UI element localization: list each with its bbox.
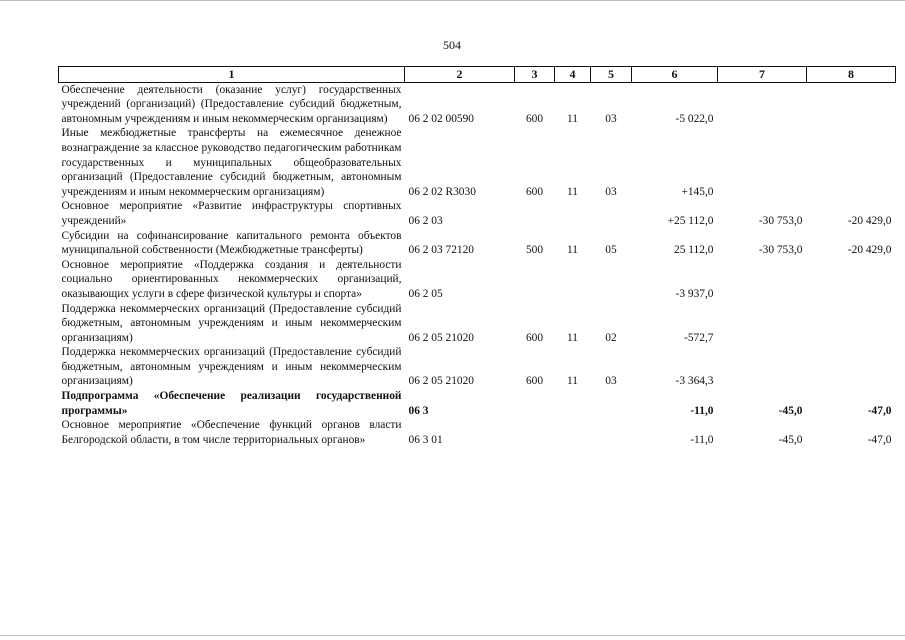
row-col6-cell: -5 022,0 [675, 112, 714, 125]
row-col3-cell: 600 [525, 185, 544, 198]
header-col-5: 5 [591, 67, 632, 83]
row-col6-cell: -572,7 [684, 331, 714, 344]
table-body [59, 82, 896, 447]
row-col6-cell: -11,0 [690, 404, 714, 417]
row-col6-cell: -11,0 [690, 433, 714, 446]
row-col3-cell: 600 [525, 112, 544, 125]
table-row [59, 82, 896, 126]
row-col7-cell: -30 753,0 [758, 214, 803, 227]
row-col5-cell: 02 [605, 331, 617, 344]
table-row [59, 389, 896, 418]
row-col8-cell: -20 429,0 [847, 244, 892, 257]
row-col8-cell: -47,0 [867, 433, 892, 446]
row-col5-cell: 05 [605, 244, 617, 257]
table-row [59, 302, 896, 346]
row-col8-cell [807, 302, 896, 346]
header-col-4: 4 [555, 67, 591, 83]
page-bottom-edge [0, 635, 905, 636]
row-col8-cell: -20 429,0 [847, 214, 892, 227]
row-col4-cell: 11 [567, 112, 578, 125]
row-col4-cell: 11 [567, 185, 578, 198]
row-col4-cell [555, 418, 591, 447]
table-row [59, 258, 896, 302]
row-name-cell: Основное мероприятие «Поддержка создания и деятельности социально ориентированных некоммерческих организаций, оказывающих услуги в сфере физической культуры и спорта» [61, 258, 402, 300]
row-col8-cell [807, 258, 896, 302]
table-header-row [59, 67, 896, 83]
row-col7-cell: -45,0 [778, 404, 803, 417]
header-col-2: 2 [405, 67, 515, 83]
budget-table [58, 66, 896, 447]
row-name-cell: Основное мероприятие «Обеспечение функций органов власти Белгородской области, в том числе территориальных органов» [61, 419, 402, 446]
row-name-cell: Поддержка некоммерческих организаций (Предоставление субсидий бюджетным, автономным учреждениям и иным некоммерческим организациям) [61, 346, 402, 388]
header-col-8: 8 [807, 67, 896, 83]
table-row [59, 199, 896, 228]
row-code-cell: 06 2 03 72120 [408, 244, 474, 257]
table-row [59, 229, 896, 258]
row-name-cell: Обеспечение деятельности (оказание услуг) государственных учреждений (организаций) (Предоставление субсидий бюджетным, автономным учреждениям и иным некоммерческим организациям) [61, 83, 402, 125]
row-col3-cell: 600 [525, 375, 544, 388]
row-col7-cell: -30 753,0 [758, 244, 803, 257]
table-row [59, 345, 896, 389]
row-col8-cell [807, 82, 896, 126]
row-col4-cell: 11 [567, 331, 578, 344]
page-number: 504 [443, 38, 461, 52]
row-code-cell: 06 2 03 [408, 214, 443, 227]
row-col5-cell: 03 [605, 185, 617, 198]
table-row [59, 126, 896, 199]
row-code-cell: 06 2 02 R3030 [408, 185, 476, 198]
row-col7-cell: -45,0 [778, 433, 803, 446]
row-col3-cell [515, 258, 555, 302]
row-code-cell: 06 3 01 [408, 433, 443, 446]
row-col3-cell [515, 418, 555, 447]
row-col6-cell: -3 364,3 [675, 375, 714, 388]
row-col6-cell: -3 937,0 [675, 287, 714, 300]
row-code-cell: 06 2 05 21020 [408, 331, 474, 344]
row-col7-cell [718, 82, 807, 126]
row-col4-cell: 11 [567, 244, 578, 257]
row-col4-cell [555, 389, 591, 418]
row-col5-cell [591, 418, 632, 447]
row-name-cell: Субсидии на софинансирование капитального ремонта объектов муниципальной собственности (Межбюджетные трансферты) [61, 229, 402, 257]
row-code-cell: 06 2 05 [408, 287, 443, 300]
row-col7-cell [718, 126, 807, 199]
row-col3-cell: 500 [525, 244, 544, 257]
row-col3-cell: 600 [525, 331, 544, 344]
row-col6-cell: 25 112,0 [674, 244, 714, 257]
row-col8-cell: -47,0 [867, 404, 892, 417]
header-col-7: 7 [718, 67, 807, 83]
row-name-cell: Подпрограмма «Обеспечение реализации государственной программы» [61, 390, 402, 417]
row-col5-cell [591, 389, 632, 418]
table-row [59, 418, 896, 447]
header-col-6: 6 [632, 67, 718, 83]
header-col-1: 1 [59, 67, 405, 83]
row-col7-cell [718, 302, 807, 346]
row-name-cell: Основное мероприятие «Развитие инфраструктуры спортивных учреждений» [61, 200, 402, 227]
row-code-cell: 06 2 02 00590 [408, 112, 474, 125]
page-top-edge [0, 0, 905, 1]
row-col3-cell [515, 389, 555, 418]
row-code-cell: 06 2 05 21020 [408, 375, 474, 388]
row-name-cell: Поддержка некоммерческих организаций (Предоставление субсидий бюджетным, автономным учреждениям и иным некоммерческим организациям) [61, 302, 402, 344]
row-col4-cell [555, 199, 591, 228]
row-col8-cell [807, 126, 896, 199]
row-col5-cell [591, 258, 632, 302]
row-col6-cell: +25 112,0 [667, 214, 714, 227]
row-col7-cell [718, 258, 807, 302]
row-col5-cell: 03 [605, 112, 617, 125]
row-col4-cell [555, 258, 591, 302]
row-col4-cell: 11 [567, 375, 578, 388]
row-col8-cell [807, 345, 896, 389]
row-col3-cell [515, 199, 555, 228]
row-code-cell: 06 3 [408, 404, 429, 417]
row-col6-cell: +145,0 [681, 185, 714, 198]
header-col-3: 3 [515, 67, 555, 83]
row-col7-cell [718, 345, 807, 389]
row-col5-cell [591, 199, 632, 228]
row-name-cell: Иные межбюджетные трансферты на ежемесячное денежное вознаграждение за классное руководство педагогическим работникам государственных и муниципальных общеобразовательных организаций (Предоставление субсидий бюджетным, автономным учреждениям и иным некоммерческим организациям) [61, 127, 402, 198]
row-col5-cell: 03 [605, 375, 617, 388]
